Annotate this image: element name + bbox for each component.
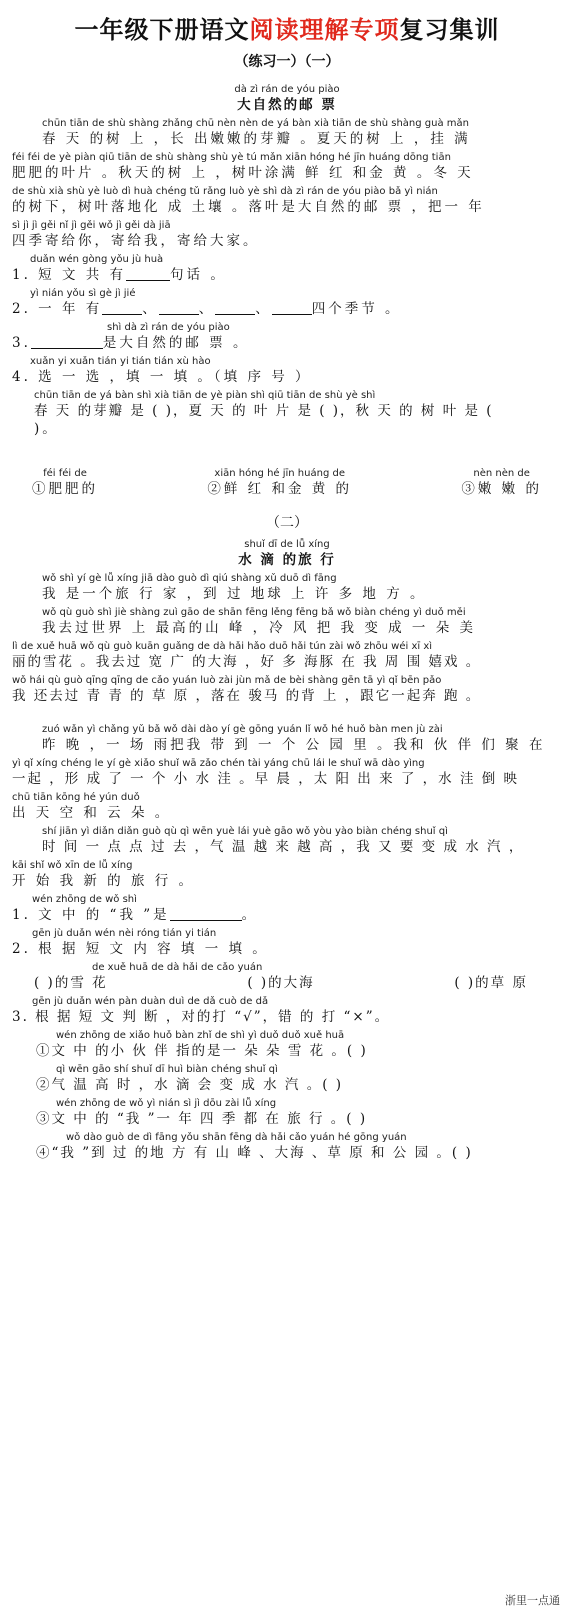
- passage1-questions: [12, 253, 562, 498]
- question-4-blanks: chūn tiān de yá bàn shì xià tiān de yè piàn shì qiū tiān de shù yè shì 春 天 的芽瓣 是 ( )，夏 天 的 叶 片 是 ( )，秋 天 的 树 叶 是 (: [34, 390, 494, 419]
- passage2-line: wǒ shì yí gè lǚ xíng jiā dào guò dì qiú shàng xǔ duō dì fāng 我 是一个旅 行 家 ，到 过 地球 上 许 多 地 方 。: [42, 573, 427, 602]
- passage1-title-text: 大自然的邮 票: [237, 97, 337, 113]
- judgement-2: qì wēn gāo shí shuǐ dī huì biàn chéng shuǐ qì ②气 温 高 时 ，水 滴 会 变 成 水 汽 。( ): [36, 1064, 344, 1093]
- question-4-tail: )。: [34, 421, 59, 437]
- judgement-1: wén zhōng de xiǎo huǒ bàn zhǐ de shì yì duǒ duǒ xuě huā ①文 中 的小 伙 伴 指的是一 朵 朵 雪 花 。( ): [36, 1030, 368, 1059]
- passage1-line: féi féi de yè piàn qiū tiān de shù shàng shù yè tú mǎn xiān hóng hé jīn huáng dōng tiān 肥肥的叶片 。秋天的树 上 ，树叶涂满 鲜 红 和金 黄 。冬 天: [12, 152, 474, 181]
- passage2-line: wǒ hái qù guò qīng qīng de cǎo yuán luò zài jùn mǎ de bèi shàng gēn tā yì qǐ bēn pǎo 我 还去过 青 青 的 草 原 ，落在 骏马 的背 上 ，跟它一起奔 跑 。: [12, 675, 482, 704]
- answer-blank[interactable]: [272, 301, 312, 315]
- p2-question-1: wén zhōng de wǒ shì 1. 文 中 的 “我 ”是 。: [12, 894, 259, 923]
- question-4-options: [12, 464, 562, 498]
- question-4: xuǎn yi xuǎn tián yi tián tián xù hào 4. 选 一 选 ，填 一 填 。（填 序 号 ）: [12, 356, 312, 385]
- passage1-line: sì jì jì gěi nǐ jì gěi wǒ jì gěi dà jiā 四季寄给你，寄给我，寄给大家。: [12, 220, 260, 249]
- judgement-3: wén zhōng de wǒ yì nián sì jì dōu zài lǚ xíng ③文 中 的 “我 ”一 年 四 季 都 在 旅 行 。( ): [36, 1098, 368, 1127]
- p2-question-2-items-pinyin: de xuě huā de dà hǎi de cǎo yuán: [92, 962, 263, 973]
- passage2-line: wǒ qù guò shì jiè shàng zuì gāo de shān fēng lěng fēng bǎ wǒ biàn chéng yì duǒ měi 我去过世界 上 最高的山 峰 ，冷 风 把 我 变 成 一 朵 美: [42, 607, 476, 636]
- passage2-line: zuó wǎn yì chǎng yǔ bǎ wǒ dài dào yí gè gōng yuán lǐ wǒ hé huǒ bàn men jù zài 昨 晚 ，一 场 雨把我 带 到 一 个 公 园 里 。我和 伙 伴 们 聚 在: [42, 724, 546, 753]
- answer-blank[interactable]: [159, 301, 199, 315]
- option-3: nèn nèn de ③嫩 嫩 的: [461, 468, 542, 497]
- fill-item[interactable]: ( )的大海: [247, 975, 315, 991]
- worksheet-page: [0, 10, 574, 1608]
- question-1: duǎn wén gòng yǒu jù huà 1. 短 文 共 有 句话 。: [12, 254, 227, 283]
- passage2-line: chū tiān kōng hé yún duǒ 出 天 空 和 云 朵 。: [12, 792, 172, 821]
- option-2: xiān hóng hé jīn huáng de ②鲜 红 和金 黄 的: [207, 468, 353, 497]
- passage2-line: yì qǐ xíng chéng le yí gè xiǎo shuǐ wā zǎo chén tài yáng chū lái le shuǐ wā dào yìng 一起 ，形 成 了 一 个 小 水 洼 。早 晨 ，太 阳 出 来 了 ，水 洼 倒 映: [12, 758, 520, 787]
- question-3: shì dà zì rán de yóu piào 3. 是大自然的邮 票 。: [12, 322, 250, 351]
- passage2-title-text: 水 滴 的旅 行: [238, 552, 336, 568]
- passage2-title-pinyin: shuǐ dī de lǚ xíng: [244, 539, 330, 550]
- passage2-line: shí jiān yì diǎn diǎn guò qù qì wēn yuè lái yuè gāo wǒ yòu yào biàn chéng shuǐ qì 时 间 一 点 点 过 去 ，气 温 越 来 越 高 ，我 又 要 变 成 水 汽 ，: [42, 826, 525, 855]
- title-part-1: 一年级下册语文: [74, 16, 250, 44]
- question-2: yì nián yǒu sì gè jì jié 2. 一 年 有 、 、 、 四个季节 。: [12, 288, 402, 317]
- passage1-title: [12, 83, 562, 114]
- p2-question-3: gēn jù duǎn wén pàn duàn duì de dǎ cuò de dǎ 3. 根 据 短 文 判 断 ，对的打 “√”，错 的 打 “×”。: [12, 996, 391, 1025]
- exercise-subtitle: （练习一）（一）: [234, 54, 340, 70]
- fill-item[interactable]: ( )的雪 花: [34, 975, 108, 991]
- passage2-line: lì de xuě huā wǒ qù guò kuān guǎng de dà hǎi hǎo duō hǎi tún zài wǒ zhōu wéi xī xì 丽的雪花 。我去过 宽 广 的大海 ，好 多 海豚 在 我 周 围 嬉戏 。: [12, 641, 482, 670]
- answer-blank[interactable]: [31, 335, 103, 349]
- section-2-mark: （二）: [266, 515, 308, 531]
- passage2-questions: [12, 893, 562, 1162]
- passage1-body: [12, 117, 562, 250]
- fill-item[interactable]: ( )的草 原: [454, 975, 528, 991]
- page-title: [12, 10, 562, 45]
- passage2-body: [12, 572, 562, 890]
- passage2-line: kāi shǐ wǒ xīn de lǚ xíng 开 始 我 新 的 旅 行 。: [12, 860, 196, 889]
- judgement-4: wǒ dào guò de dì fāng yǒu shān fēng dà hǎi cǎo yuán hé gōng yuán ④“我 ”到 过 的地 方 有 山 峰 、大海 、草 原 和 公 园 。( ): [36, 1132, 473, 1161]
- passage1-line: chūn tiān de shù shàng zhǎng chū nèn nèn de yá bàn xià tiān de shù shàng guà mǎn 春 天 的树 上 ，长 出嫩嫩的芽瓣 。夏天的树 上 ，挂 满: [42, 118, 471, 147]
- answer-blank[interactable]: [126, 267, 170, 281]
- p2-question-2: gēn jù duǎn wén nèi róng tián yi tián 2. 根 据 短 文 内 容 填 一 填 。: [12, 928, 269, 957]
- title-part-highlight: 阅读理解专项: [249, 16, 400, 44]
- answer-blank[interactable]: [102, 301, 142, 315]
- answer-blank[interactable]: [170, 907, 242, 921]
- p2-question-2-items: [12, 974, 562, 992]
- footer-brand: 浙里一点通: [505, 1594, 560, 1607]
- title-part-3: 复习集训: [399, 16, 500, 44]
- option-1: féi féi de ①肥肥的: [32, 468, 98, 497]
- answer-blank[interactable]: [215, 301, 255, 315]
- passage1-line: de shù xià shù yè luò dì huà chéng tǔ rǎng luò yè shì dà zì rán de yóu piào bǎ yì nián 的树下，树叶落地化 成 土壤 。落叶是大自然的邮 票 ，把一 年: [12, 186, 485, 215]
- passage2-title: [12, 538, 562, 569]
- passage1-title-pinyin: dà zì rán de yóu piào: [234, 84, 340, 95]
